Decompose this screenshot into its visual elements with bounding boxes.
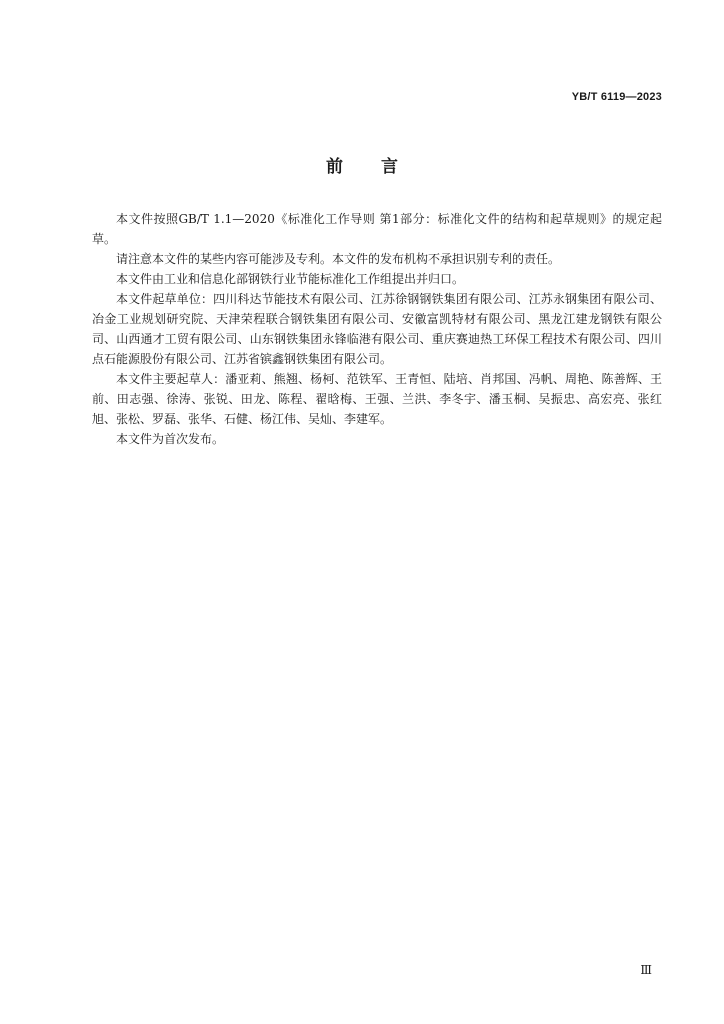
page-number: Ⅲ	[640, 963, 652, 977]
paragraph-first-release: 本文件为首次发布。	[116, 432, 225, 446]
paragraph-main-drafters: 本文件主要起草人：潘亚莉、熊翘、杨柯、范铁军、王青恒、陆培、肖邦国、冯帆、周艳、陈善辉、王前、田志强、徐涛、张锐、田龙、陈程、翟晗梅、王强、兰洪、李冬宇、潘玉桐、吴振忠、高宏亮、张红旭、张松、罗磊、张华、石健、杨江伟、吴灿、李建军。	[92, 372, 662, 426]
page-title: 前言	[326, 157, 436, 177]
paragraph-drafting-units: 本文件起草单位：四川科达节能技术有限公司、江苏徐钢钢铁集团有限公司、江苏永钢集团有限公司、冶金工业规划研究院、天津荣程联合钢铁集团有限公司、安徽富凯特材有限公司、黑龙江建龙钢铁有限公司、山西通才工贸有限公司、山东钢铁集团永锋临港有限公司、重庆赛迪热工环保工程技术有限公司、四川点石能源股份有限公司、江苏省镔鑫钢铁集团有限公司。	[92, 292, 662, 366]
paragraph-patent-notice: 请注意本文件的某些内容可能涉及专利。本文件的发布机构不承担识别专利的责任。	[116, 252, 561, 266]
paragraph-proposer: 本文件由工业和信息化部钢铁行业节能标准化工作组提出并归口。	[116, 272, 465, 286]
foreword-body	[92, 209, 662, 449]
standard-number: YB/T 6119—2023	[571, 91, 662, 103]
paragraph-drafting-rules: 本文件按照GB/T 1.1—2020《标准化工作导则 第1部分：标准化文件的结构和起草规则》的规定起草。	[92, 212, 662, 246]
